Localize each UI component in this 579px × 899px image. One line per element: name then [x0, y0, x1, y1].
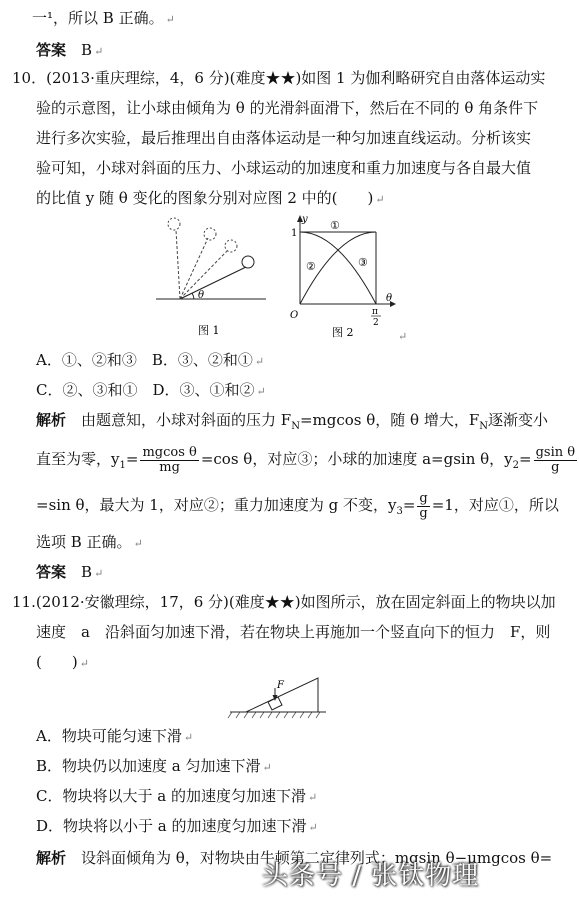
x-axis-label: θ — [386, 293, 393, 304]
y-axis-label: y — [302, 214, 308, 225]
figure-2-caption: 图 2 — [332, 326, 354, 339]
question-11-line: ( ) ↵ — [36, 653, 89, 671]
question-10-line: 进行多次实验，最后推理出自由落体运动是一种匀加速直线运动。分析该实 — [36, 129, 532, 147]
angle-label: θ — [198, 290, 205, 301]
option-a: A．物块可能匀速下滑 ↵ — [36, 727, 194, 745]
answer-line: 答案 B ↵ — [36, 563, 104, 581]
answer-line: 答案 B ↵ — [36, 41, 104, 59]
question-10-line: 验的示意图，让小球由倾角为 θ 的光滑斜面滑下，然后在不同的 θ 角条件下 — [36, 99, 539, 117]
curve-label-2: ② — [306, 260, 316, 273]
option-line-ab: A．①、②和③ B．③、②和① ↵ — [36, 351, 265, 369]
option-d: D．物块将以小于 a 的加速度匀加速下滑 ↵ — [36, 817, 318, 835]
question-10-line: 的比值 y 随 θ 变化的图象分别对应图 2 中的( ) ↵ — [36, 189, 385, 207]
curve-label-1: ① — [330, 219, 340, 232]
text-line: 一¹，所以 B 正确。 ↵ — [32, 9, 175, 27]
origin-label: O — [290, 310, 299, 321]
figure-1-caption: 图 1 — [198, 324, 220, 337]
curve-label-3: ③ — [358, 256, 368, 269]
analysis-line: 解析 设斜面倾角为 θ，对物块由牛顿第二定律列式：mgsin θ−μmgcos θ= — [36, 849, 553, 867]
watermark: 头条号 / 张钛物理 — [262, 861, 480, 891]
para-mark: ↵ — [398, 330, 408, 343]
force-label: F — [277, 680, 284, 691]
question-11-line: 速度 a 沿斜面匀加速下滑，若在物块上再施加一个竖直向下的恒力 F，则 — [36, 623, 551, 641]
analysis-line: 直至为零，$y_1=$ $\frac{\text{mgcos θ}}{mg}$ =cos θ，对应③；小球的加速度 a=gsin θ，$y_2=$ $\frac{\text{gsin θ}}{g}$ — [36, 444, 576, 475]
fraction-y1: $\frac{\text{mgcos θ}}{mg}$ — [142, 444, 197, 475]
figure-2-graph — [286, 212, 398, 342]
analysis-line: =sin θ，最大为 1，对应②；重力加速度为 g 不变，$y_3=$ $\frac{g}{g}$ =1，对应①，所以 — [36, 490, 559, 521]
analysis-line: 选项 B 正确。 ↵ — [36, 533, 143, 551]
fraction-y3: $\frac{g}{g}$ — [419, 490, 428, 521]
option-b: B．物块仍以加速度 a 匀加速下滑 ↵ — [36, 757, 272, 775]
option-c: C．物块将以大于 a 的加速度匀加速下滑 ↵ — [36, 787, 318, 805]
figure-3-incline-block — [226, 674, 330, 720]
figure-1-galileo-incline — [150, 214, 270, 339]
question-10-line: 10．(2013·重庆理综，4，6 分)(难度★★)如图 1 为伽利略研究自由落体运动实 — [12, 69, 546, 87]
analysis-line: 解析 由题意知，小球对斜面的压力 $F_N=mgcos$ θ，随 θ 增大，$F_N$逐渐变小 — [36, 411, 549, 432]
question-11-line: 11.(2012·安徽理综，17，6 分)(难度★★)如图所示，放在固定斜面上的物块以加 — [12, 593, 556, 611]
x-tick-den: 2 — [373, 318, 379, 328]
x-tick-num: π — [372, 307, 378, 317]
y-tick-1: 1 — [291, 228, 298, 239]
option-line-cd: C．②、③和① D．③、①和② ↵ — [36, 381, 266, 399]
fraction-y2: $\frac{\text{gsin θ}}{g}$ — [535, 444, 576, 475]
question-10-line: 验可知，小球对斜面的压力、小球运动的加速度和重力加速度与各自最大值 — [36, 159, 532, 177]
